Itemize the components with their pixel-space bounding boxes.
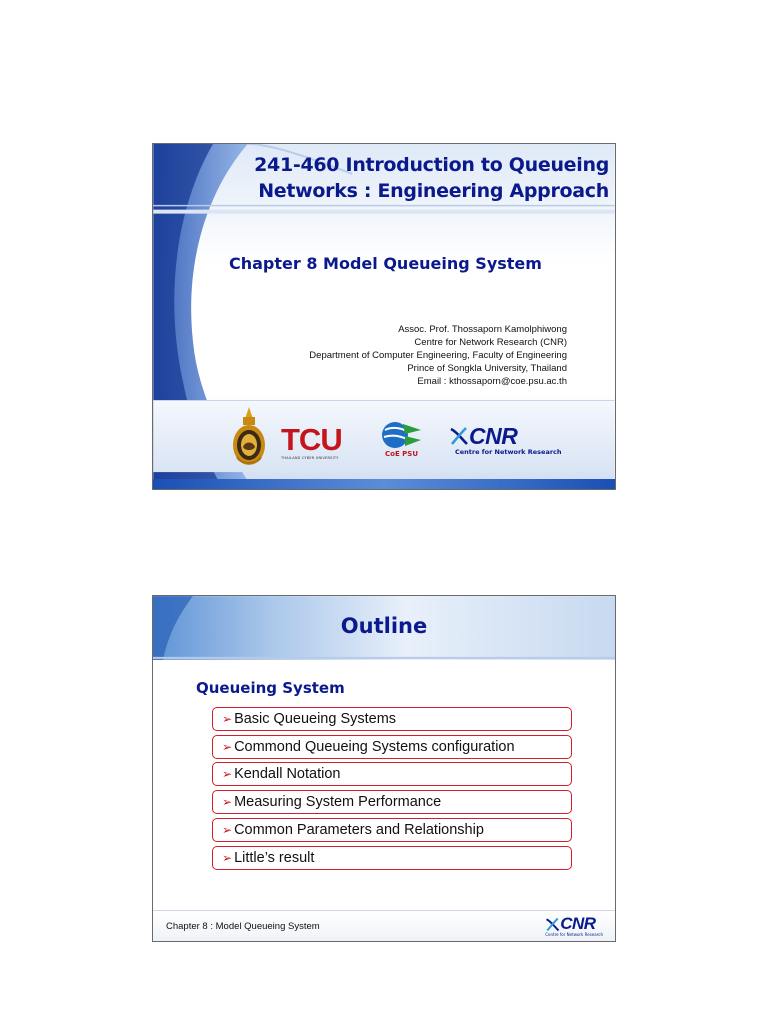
author-email: Email : kthossaporn@coe.psu.ac.th <box>417 376 567 387</box>
coe-psu-globe-icon <box>379 420 423 450</box>
coe-psu-logo <box>379 420 423 458</box>
title-slide <box>152 143 616 490</box>
list-item-label: Kendall Notation <box>234 766 341 782</box>
cnr-logo-subtitle: Centre for Network Research <box>455 448 562 456</box>
list-item-label: Little’s result <box>234 850 315 866</box>
slide-title <box>209 152 609 204</box>
slide-footer <box>153 910 615 941</box>
footer-cnr-subtitle: Centre for Network Research <box>545 932 603 937</box>
list-item-label: Measuring System Performance <box>234 794 442 810</box>
footer-cnr-text: CNR <box>560 914 596 933</box>
title-line-1: 241-460 Introduction to Queueing <box>254 154 609 176</box>
list-item <box>212 707 572 731</box>
coe-psu-label: CoE PSU <box>385 450 419 458</box>
footer-chapter-text: Chapter 8 : Model Queueing System <box>166 921 320 932</box>
tcu-logo-subtitle: THAILAND CYBER UNIVERSITY <box>281 456 339 460</box>
bullet-arrow-icon: ➢ <box>222 823 233 837</box>
cnr-x-icon <box>545 917 560 932</box>
title-line-2: Networks : Engineering Approach <box>258 180 609 202</box>
author-block <box>309 323 567 388</box>
list-item-label: Commond Queueing Systems configuration <box>234 739 515 755</box>
bullet-arrow-icon: ➢ <box>222 851 233 865</box>
university-seal-icon <box>229 407 269 469</box>
outline-title: Outline <box>340 614 428 638</box>
logo-bar <box>153 404 615 474</box>
cnr-logo-text: CNR <box>469 423 518 449</box>
slide-footer-bar <box>153 479 615 489</box>
chapter-heading: Chapter 8 Model Queueing System <box>229 254 542 273</box>
bullet-arrow-icon: ➢ <box>222 712 233 726</box>
outline-slide <box>152 595 616 942</box>
cnr-logo <box>449 424 562 456</box>
list-item <box>212 762 572 786</box>
list-item <box>212 818 572 842</box>
list-item <box>212 846 572 870</box>
bullet-arrow-icon: ➢ <box>222 795 233 809</box>
bullet-arrow-icon: ➢ <box>222 740 233 754</box>
section-heading: Queueing System <box>196 679 345 697</box>
list-item-label: Basic Queueing Systems <box>234 711 397 727</box>
list-item <box>212 735 572 759</box>
footer-cnr-logo <box>545 915 603 937</box>
list-item-label: Common Parameters and Relationship <box>234 822 484 838</box>
tcu-logo-text: TCU <box>281 422 342 457</box>
author-name: Assoc. Prof. Thossaporn Kamolphiwong <box>398 324 567 335</box>
cnr-x-icon <box>449 426 469 446</box>
bullet-arrow-icon: ➢ <box>222 767 233 781</box>
author-centre: Centre for Network Research (CNR) <box>414 337 567 348</box>
tcu-logo <box>281 424 342 460</box>
author-university: Prince of Songkla University, Thailand <box>407 363 567 374</box>
author-department: Department of Computer Engineering, Faculty of Engineering <box>309 350 567 361</box>
list-item <box>212 790 572 814</box>
